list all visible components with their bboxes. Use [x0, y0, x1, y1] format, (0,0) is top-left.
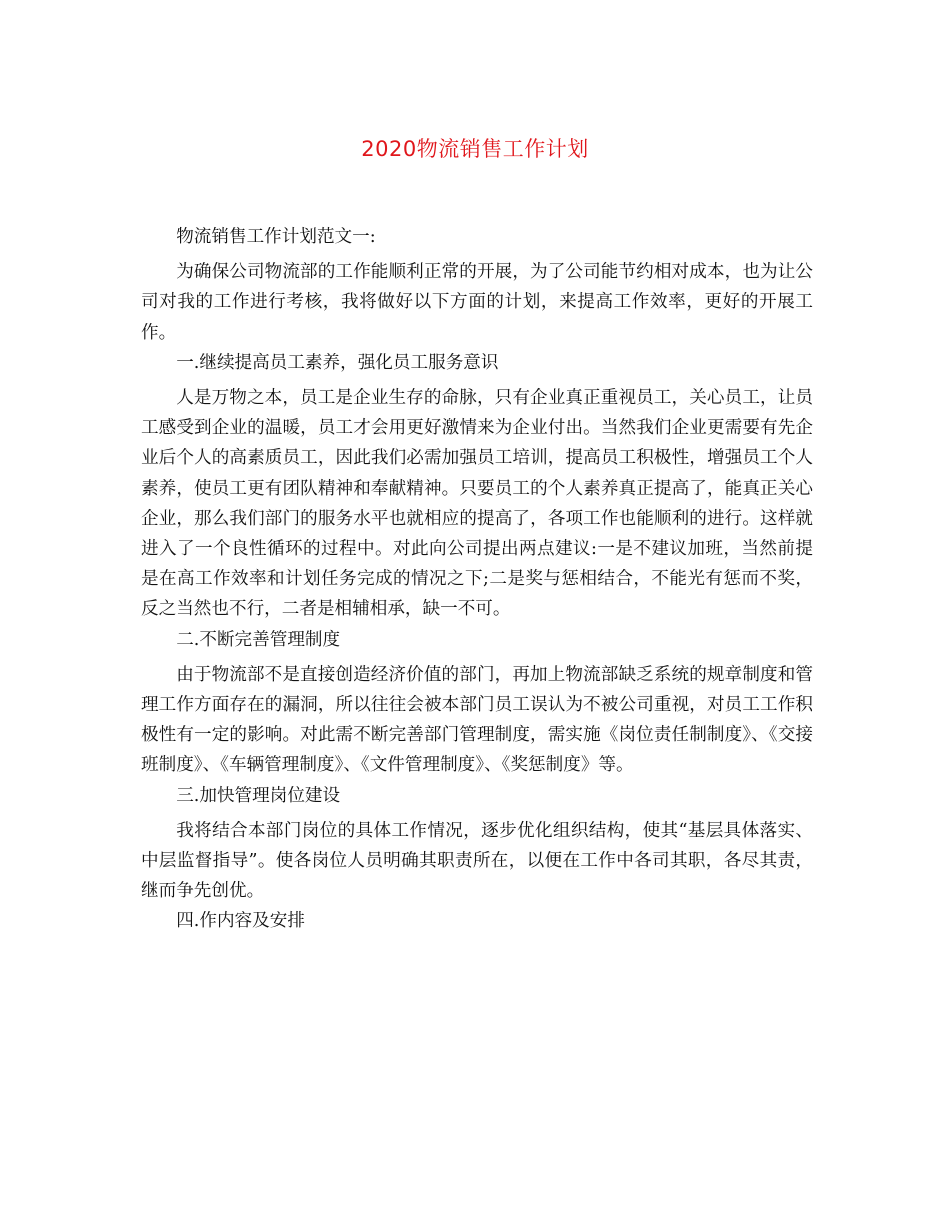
section-paragraph-2: 由于物流部不是直接创造经济价值的部门，再加上物流部缺乏系统的规章制度和管理工作方面存在的漏洞，所以往往会被本部门员工误认为不被公司重视，对员工工作积极性有一定的影响。对此需不断完善部门管理制度，需实施《岗位责任制制度》、《交接班制度》、《车辆管理制度》、《文件管理制度》、《奖惩制度》等。: [141, 664, 813, 776]
intro-paragraph: 为确保公司物流部的工作能顺利正常的开展，为了公司能节约相对成本，也为让公司对我的工作进行考核，我将做好以下方面的计划，来提高工作效率，更好的开展工作。: [141, 262, 813, 343]
section-heading-3: 三.加快管理岗位建设: [176, 785, 341, 806]
section-heading-4: 四.作内容及安排: [176, 911, 305, 932]
section-paragraph-3: 我将结合本部门岗位的具体工作情况，逐步优化组织结构，使其“基层具体落实、中层监督指导”。使各岗位人员明确其职责所在，以便在工作中各司其职，各尽其责，继而争先创优。: [141, 820, 813, 902]
document-title: 2020物流销售工作计划: [361, 137, 589, 161]
document-body: [141, 222, 813, 937]
section-heading-1: 一.继续提高员工素养，强化员工服务意识: [176, 352, 499, 373]
section-heading-2: 二.不断完善管理制度: [176, 629, 341, 650]
intro-label: 物流销售工作计划范文一:: [176, 227, 376, 247]
section-paragraph-1: 人是万物之本，员工是企业生存的命脉，只有企业真正重视员工，关心员工，让员工感受到企业的温暖，员工才会用更好激情来为企业付出。当然我们企业更需要有先企业后个人的高素质员工，因此我们必需加强员工培训，提高员工积极性，增强员工个人素养，使员工更有团队精神和奉献精神。只要员工的个人素养真正提高了，能真正关心企业，那么我们部门的服务水平也就相应的提高了，各项工作也能顺利的进行。这样就进入了一个良性循环的过程中。对此向公司提出两点建议:一是不建议加班，当然前提是在高工作效率和计划任务完成的情况之下;二是奖与惩相结合，不能光有惩而不奖，反之当然也不行，二者是相辅相承，缺一不可。: [141, 388, 813, 620]
